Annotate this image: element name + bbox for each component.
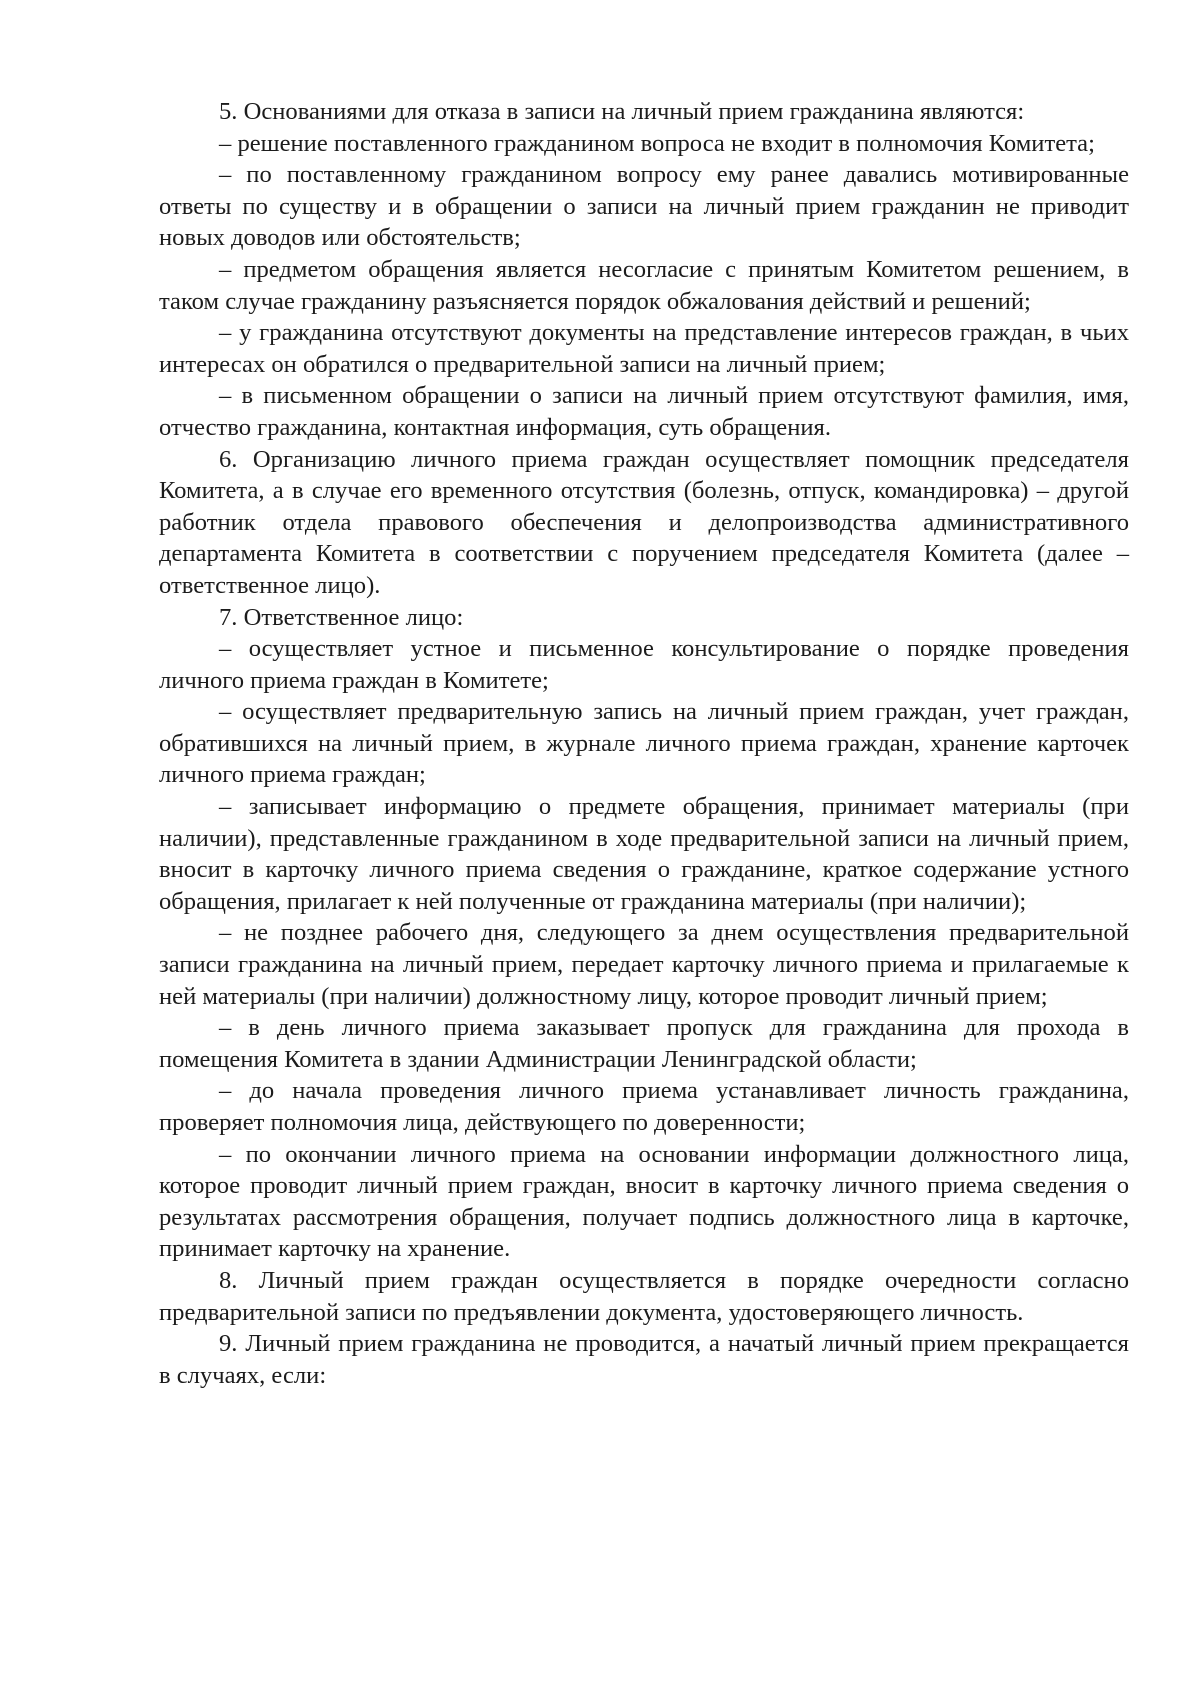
refusal-ground-2: – по поставленному гражданином вопросу ему ранее давались мотивированные ответы по существу и в обращении о записи на личный прием гражданин не приводит новых доводов или обстоятельств; — [159, 161, 1129, 252]
refusal-ground-1: – решение поставленного гражданином вопроса не входит в полномочия Комитета; — [219, 129, 1095, 157]
paragraph-9: 9. Личный прием гражданина не проводится, а начатый личный прием прекращается в случаях, если: — [159, 1330, 1129, 1389]
document-body — [159, 96, 1129, 1391]
refusal-ground-5: – в письменном обращении о записи на личный прием отсутствуют фамилия, имя, отчество гражданина, контактная информация, суть обращения. — [159, 382, 1129, 441]
refusal-ground-4: – у гражданина отсутствуют документы на представление интересов граждан, в чьих интересах он обратился о предварительной записи на личный прием; — [159, 319, 1129, 378]
paragraph-7: 7. Ответственное лицо: — [219, 603, 464, 631]
duty-3: – записывает информацию о предмете обращения, принимает материалы (при наличии), представленные гражданином в ходе предварительной записи на личный прием, вносит в карточку личного приема сведения о гражданине, краткое содержание устного обращения, прилагает к ней полученные от гражданина материалы (при наличии); — [159, 793, 1129, 915]
refusal-ground-3: – предметом обращения является несогласие с принятым Комитетом решением, в таком случае гражданину разъясняется порядок обжалования действий и решений; — [159, 255, 1129, 315]
paragraph-5: 5. Основаниями для отказа в записи на личный прием гражданина являются: — [219, 98, 1025, 125]
duty-2: – осуществляет предварительную запись на личный прием граждан, учет граждан, обратившихся на личный прием, в журнале личного приема граждан, хранение карточек личного приема граждан; — [159, 698, 1129, 789]
duty-1: – осуществляет устное и письменное консультирование о порядке проведения личного приема граждан в Комитете; — [159, 635, 1129, 694]
duty-5: – в день личного приема заказывает пропуск для гражданина для прохода в помещения Комитета в здании Администрации Ленинградской области; — [159, 1014, 1129, 1073]
paragraph-6: 6. Организацию личного приема граждан осуществляет помощник председателя Комитета, а в случае его временного отсутствия (болезнь, отпуск, командировка) – другой работник отдела правового обеспечения и делопроизводства административного департамента Комитета в соответствии с поручением председателя Комитета (далее – ответственное лицо). — [159, 445, 1129, 599]
duty-4: – не позднее рабочего дня, следующего за днем осуществления предварительной записи гражданина на личный прием, передает карточку личного приема и прилагаемые к ней материалы (при наличии) должностному лицу, которое проводит личный прием; — [159, 919, 1129, 1010]
duty-6: – до начала проведения личного приема устанавливает личность гражданина, проверяет полномочия лица, действующего по доверенности; — [159, 1077, 1129, 1136]
duty-7: – по окончании личного приема на основании информации должностного лица, которое проводит личный прием граждан, вносит в карточку личного приема сведения о результатах рассмотрения обращения, получает подпись должностного лица в карточке, принимает карточку на хранение. — [159, 1140, 1129, 1263]
paragraph-8: 8. Личный прием граждан осуществляется в порядке очередности согласно предварительной записи по предъявлении документа, удостоверяющего личность. — [159, 1266, 1129, 1326]
